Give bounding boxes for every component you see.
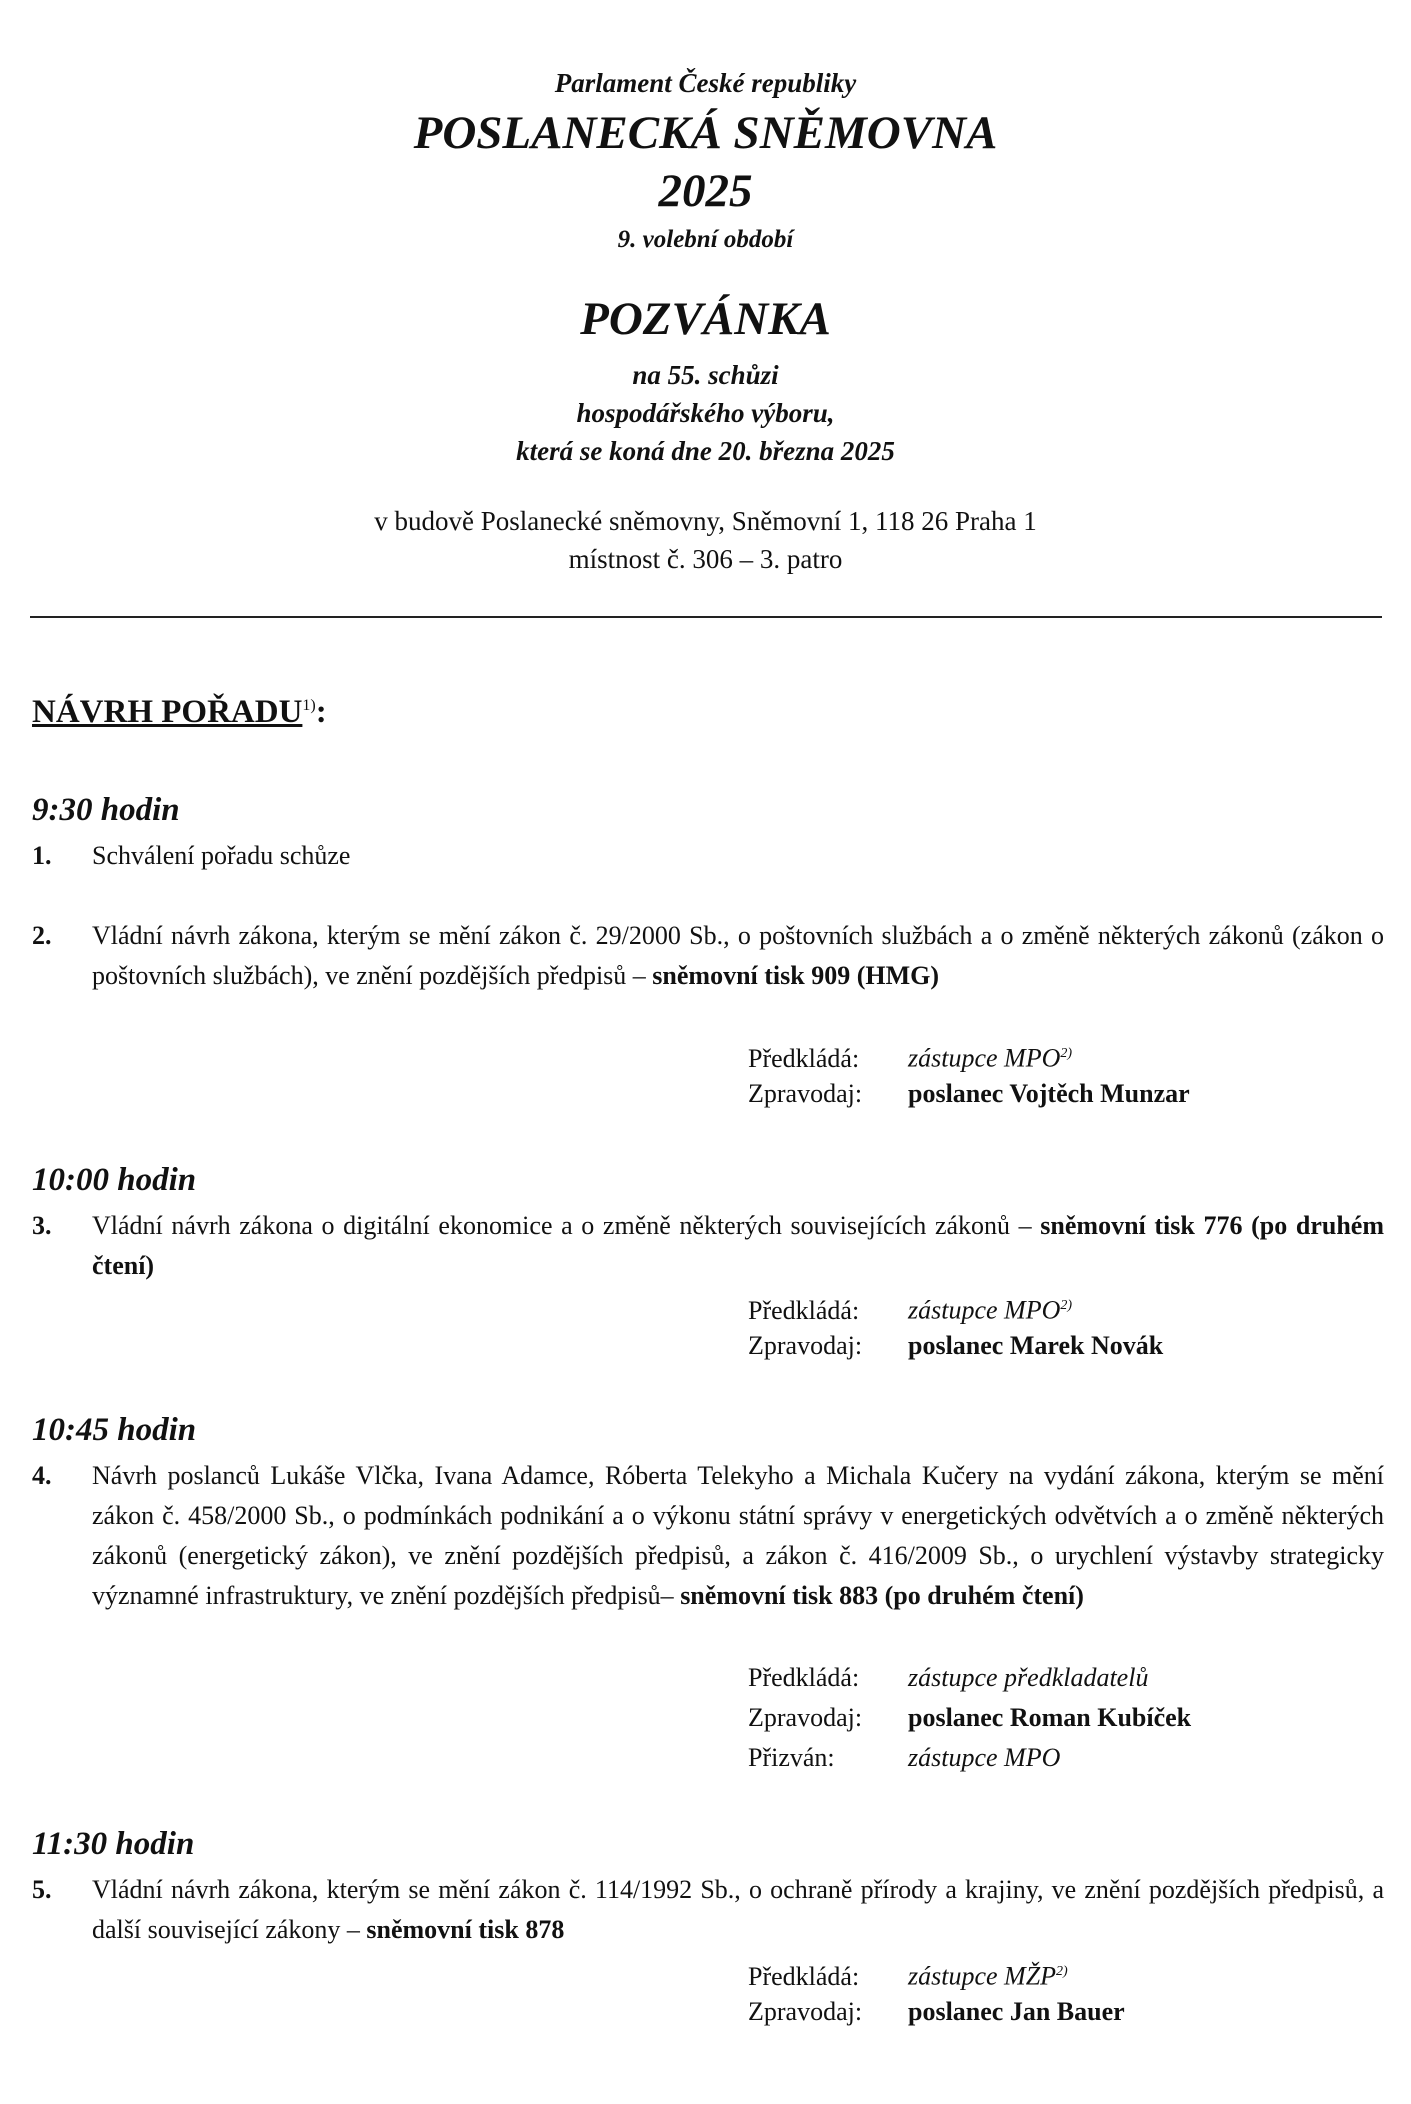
print-reference: sněmovní tisk 878 [366, 1915, 565, 1944]
item-text: Schválení pořadu schůze [92, 841, 351, 870]
agenda-title-text: NÁVRH POŘADU [32, 694, 303, 730]
agenda-item [32, 1870, 1384, 1950]
location-address: v budově Poslanecké sněmovny, Sněmovní 1, 118 26 Praha 1 [374, 506, 1037, 536]
role-value: zástupce MPO [908, 1295, 1061, 1325]
role-label: Zpravodaj: [748, 1331, 863, 1360]
item-text: Vládní návrh zákona o digitální ekonomice a o změně některých souvisejících zákonů – [92, 1211, 1041, 1240]
item-text: Vládní návrh zákona, kterým se mění zákon č. 29/2000 Sb., o poštovních službách a o změně některých zákonů (zákon o poštovních službách), ve znění pozdějších předpisů – [92, 921, 1384, 990]
role-value: zástupce MPO [908, 1743, 1061, 1772]
print-reference: sněmovní tisk 776 (po druhém čtení) [92, 1211, 1384, 1280]
role-invited [748, 1738, 1060, 1778]
role-value: zástupce MŽP [908, 1961, 1057, 1991]
role-value: poslanec Jan Bauer [908, 1997, 1125, 2026]
agenda-item [32, 836, 1384, 876]
role-rapporteur [748, 1992, 1125, 2032]
meeting-number: na 55. schůzi [632, 360, 779, 390]
committee-name: hospodářského výboru, [576, 398, 835, 428]
footnote-ref: 2) [1060, 1046, 1073, 1061]
invitation-title: POZVÁNKA [580, 293, 831, 345]
meeting-date: která se koná dne 20. března 2025 [516, 436, 895, 466]
role-presenter [748, 1286, 1072, 1331]
item-number: 5. [32, 1875, 52, 1904]
chamber-name: POSLANECKÁ SNĚMOVNA [413, 107, 998, 159]
role-label: Předkládá: [748, 1043, 860, 1073]
role-label: Předkládá: [748, 1961, 860, 1991]
role-label: Zpravodaj: [748, 1997, 863, 2026]
item-number: 2. [32, 921, 52, 950]
item-number: 1. [32, 841, 52, 870]
role-label: Zpravodaj: [748, 1079, 863, 1108]
agenda-item [32, 1456, 1384, 1616]
footnote-ref: 2) [1056, 1964, 1068, 1979]
item-text: Vládní návrh zákona, kterým se mění zákon č. 114/1992 Sb., o ochraně přírody a krajiny, ve znění pozdějších předpisů, a další související zákony – [92, 1875, 1384, 1944]
role-value: zástupce MPO [908, 1043, 1061, 1073]
role-value: poslanec Roman Kubíček [908, 1703, 1192, 1732]
electoral-term: 9. volební období [617, 226, 794, 253]
print-reference: sněmovní tisk 909 (HMG) [652, 961, 940, 990]
agenda-title [32, 694, 327, 731]
item-text: Návrh poslanců Lukáše Vlčka, Ivana Adamce, Róberta Telekyho a Michala Kučery na vydání zákona, kterým se mění zákon č. 458/2000 Sb., o podmínkách podnikání a o výkonu státní správy v energetických odvětvích a o změně některých zákonů (energetický zákon), ve znění pozdějších předpisů, a zákon č. 416/2009 Sb., o urychlení výstavby strategicky významné infrastruktury, ve znění pozdějších předpisů– [92, 1461, 1384, 1610]
time-slot: 11:30 hodin [32, 1826, 195, 1862]
role-presenter [748, 1034, 1072, 1079]
role-value: poslanec Vojtěch Munzar [908, 1079, 1190, 1108]
role-label: Přizván: [748, 1743, 835, 1772]
role-label: Předkládá: [748, 1295, 860, 1325]
role-value: poslanec Marek Novák [908, 1331, 1164, 1360]
role-value: zástupce předkladatelů [908, 1663, 1149, 1692]
footnote-ref: 2) [1060, 1298, 1073, 1313]
agenda-item [32, 1206, 1384, 1286]
role-presenter [748, 1952, 1068, 1997]
role-rapporteur [748, 1326, 1163, 1366]
role-rapporteur [748, 1698, 1191, 1738]
role-label: Předkládá: [748, 1663, 860, 1692]
time-slot: 10:00 hodin [32, 1162, 197, 1198]
year: 2025 [658, 165, 753, 217]
role-label: Zpravodaj: [748, 1703, 863, 1732]
item-number: 4. [32, 1461, 52, 1490]
parliament-name: Parlament České republiky [554, 68, 857, 98]
time-slot: 10:45 hodin [32, 1412, 197, 1448]
location-room: místnost č. 306 – 3. patro [568, 544, 843, 574]
print-reference: sněmovní tisk 883 (po druhém čtení) [680, 1581, 1084, 1610]
role-presenter [748, 1658, 1148, 1698]
role-rapporteur [748, 1074, 1190, 1114]
item-number: 3. [32, 1211, 52, 1240]
time-slot: 9:30 hodin [32, 792, 180, 828]
agenda-item [32, 916, 1384, 996]
agenda-title-colon: : [315, 694, 327, 730]
footnote-ref: 1) [302, 697, 316, 714]
divider [30, 616, 1382, 618]
